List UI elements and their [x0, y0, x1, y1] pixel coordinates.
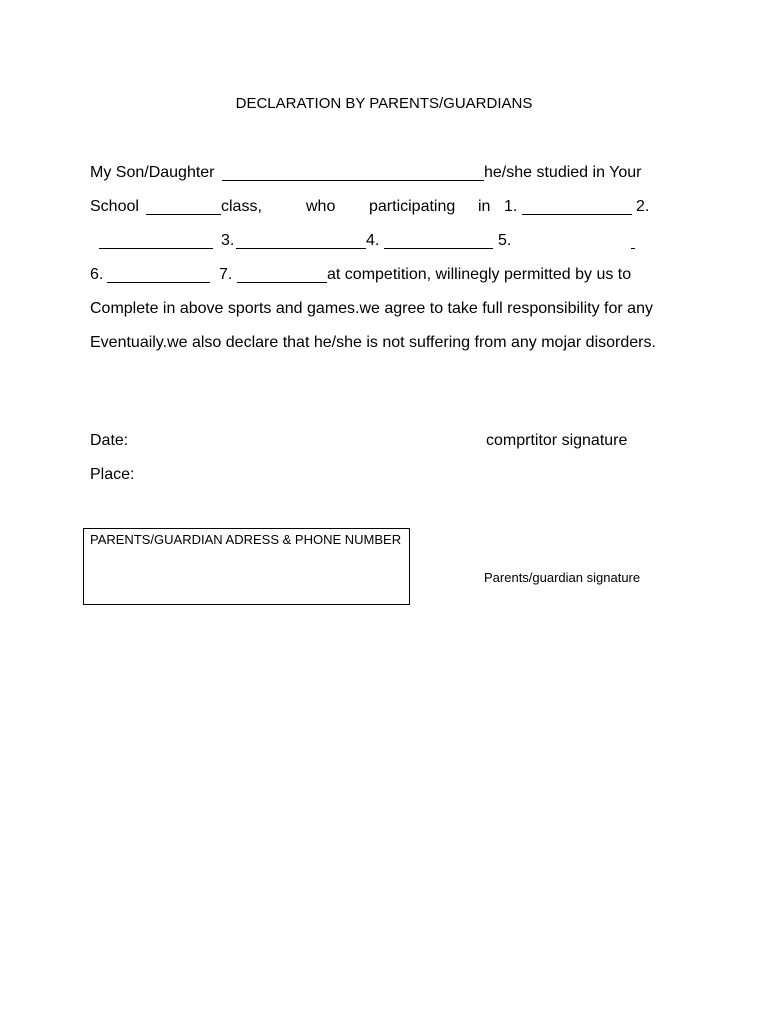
event-4-blank[interactable]	[384, 231, 493, 249]
class-label: class,	[221, 198, 262, 215]
competitor-signature-label: comprtitor signature	[486, 432, 628, 449]
event-3-blank[interactable]	[236, 231, 366, 249]
student-name-blank[interactable]	[222, 163, 484, 181]
event-4-number: 4.	[366, 232, 380, 249]
parent-signature-label: Parents/guardian signature	[484, 570, 641, 585]
event-5-blank[interactable]	[631, 231, 635, 249]
declaration-line-6	[90, 333, 668, 353]
disorders-text: Eventuaily.we also declare that he/she is not suffering from any mojar disorders.	[90, 334, 656, 351]
event-2-number: 2.	[636, 198, 650, 215]
event-1-blank[interactable]	[522, 197, 632, 215]
declaration-line-5	[90, 299, 668, 319]
participating-text: participating	[369, 198, 456, 215]
event-3-number: 3.	[221, 232, 235, 249]
event-6-blank[interactable]	[107, 265, 210, 283]
event-2-blank[interactable]	[99, 231, 213, 249]
parent-address-box[interactable]	[83, 528, 410, 605]
declaration-line-2	[90, 197, 668, 217]
place-label: Place:	[90, 466, 135, 483]
school-label: School	[90, 198, 139, 215]
in-text: in	[478, 198, 491, 215]
declaration-line-4	[90, 265, 668, 285]
event-7-blank[interactable]	[237, 265, 327, 283]
event-1-number: 1.	[504, 198, 518, 215]
responsibility-text: Complete in above sports and games.we agree to take full responsibility for any	[90, 300, 653, 317]
event-7-number: 7.	[219, 266, 233, 283]
son-daughter-label: My Son/Daughter	[90, 164, 215, 181]
studied-text: he/she studied in Your	[484, 164, 642, 181]
date-label: Date:	[90, 432, 129, 449]
event-5-number: 5.	[498, 232, 512, 249]
who-text: who	[306, 198, 336, 215]
declaration-line-1	[90, 163, 668, 183]
event-6-number: 6.	[90, 266, 104, 283]
competition-permission-text: at competition, willinegly permitted by us to	[327, 266, 632, 283]
parent-address-label: PARENTS/GUARDIAN ADRESS & PHONE NUMBER	[90, 532, 402, 547]
class-blank[interactable]	[146, 197, 221, 215]
declaration-line-3	[90, 231, 668, 251]
document-title: DECLARATION BY PARENTS/GUARDIANS	[235, 95, 533, 112]
